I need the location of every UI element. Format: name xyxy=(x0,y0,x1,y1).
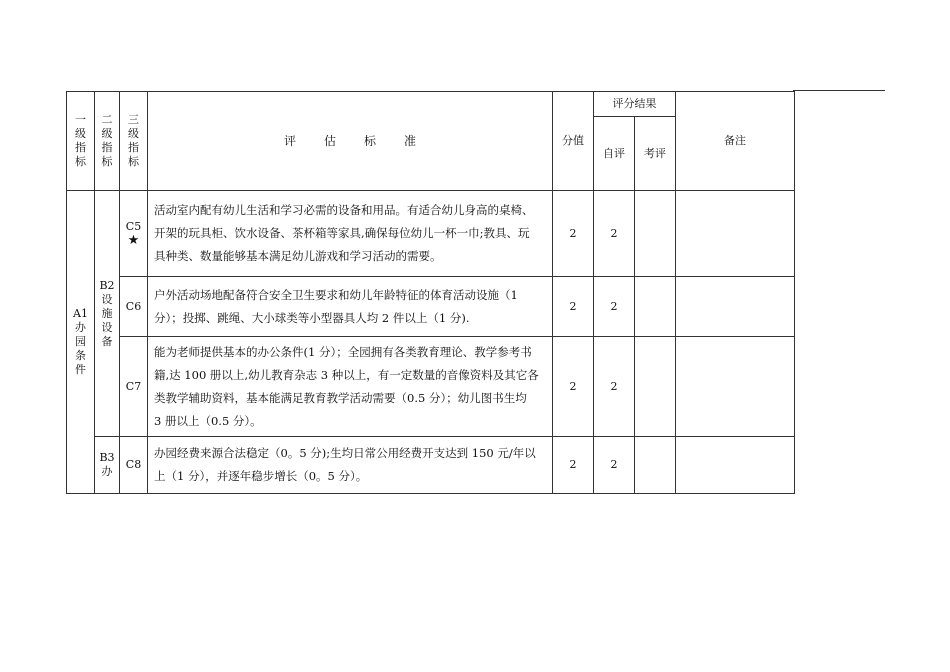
score-header: 分值 xyxy=(553,92,594,191)
a1-cell: A1 办 园 条 件 xyxy=(67,191,95,494)
top-rule xyxy=(793,90,885,91)
c6-criteria: 户外活动场地配备符合安全卫生要求和幼儿年龄特征的体育活动设施（1 分）；投掷、跳绳、大小球类等小型器具人均 2 件以上（1 分). xyxy=(148,277,553,337)
c5-criteria: 活动室内配有幼儿生活和学习必需的设备和用品。有适合幼儿身高的桌椅、 开架的玩具柜、饮水设备、茶杯箱等家具,确保每位幼儿一杯一巾;教具、玩 具种类、数量能够基本满足幼儿游戏和学习活动的需要。 xyxy=(148,191,553,277)
c8-cell: C8 xyxy=(120,437,148,494)
level1-header: 一 级 指 标 xyxy=(67,92,95,191)
c8-remark xyxy=(676,437,795,494)
c6-self: 2 xyxy=(594,277,635,337)
c8-self: 2 xyxy=(594,437,635,494)
review-eval-header: 考评 xyxy=(635,117,676,191)
table-row xyxy=(67,191,795,277)
c7-cell: C7 xyxy=(120,337,148,437)
c7-self: 2 xyxy=(594,337,635,437)
c5-cell: C5 ★ xyxy=(120,191,148,277)
c6-cell: C6 xyxy=(120,277,148,337)
criteria-header: 评 估 标 准 xyxy=(148,92,553,191)
c8-criteria: 办园经费来源合法稳定（0。5 分);生均日常公用经费开支达到 150 元/年以 上（1 分），并逐年稳步增长（0。5 分）。 xyxy=(148,437,553,494)
table-row xyxy=(67,277,795,337)
b3-cell: B3 办 xyxy=(95,437,120,494)
c8-score: 2 xyxy=(553,437,594,494)
evaluation-table xyxy=(66,91,795,494)
table-row xyxy=(67,437,795,494)
c6-review xyxy=(635,277,676,337)
result-header: 评分结果 xyxy=(594,92,676,117)
header-row-1 xyxy=(67,92,795,117)
c5-score: 2 xyxy=(553,191,594,277)
c7-remark xyxy=(676,337,795,437)
c7-score: 2 xyxy=(553,337,594,437)
c5-remark xyxy=(676,191,795,277)
c6-remark xyxy=(676,277,795,337)
c7-review xyxy=(635,337,676,437)
c5-review xyxy=(635,191,676,277)
c7-criteria: 能为老师提供基本的办公条件(1 分）；全园拥有各类教育理论、教学参考书 籍,达 100 册以上,幼儿教育杂志 3 种以上，有一定数量的音像资料及其它各 类教学辅助资料，基本能满足教育教学活动需要（0.5 分）；幼儿图书生均 3 册以上（0.5 分）。 xyxy=(148,337,553,437)
star-icon: ★ xyxy=(127,232,140,248)
self-eval-header: 自评 xyxy=(594,117,635,191)
remark-header: 备注 xyxy=(676,92,795,191)
b2-cell: B2 设 施 设 备 xyxy=(95,191,120,437)
table-row xyxy=(67,337,795,437)
c5-self: 2 xyxy=(594,191,635,277)
c6-score: 2 xyxy=(553,277,594,337)
level2-header: 二 级 指 标 xyxy=(95,92,120,191)
c8-review xyxy=(635,437,676,494)
level3-header: 三 级 指 标 xyxy=(120,92,148,191)
